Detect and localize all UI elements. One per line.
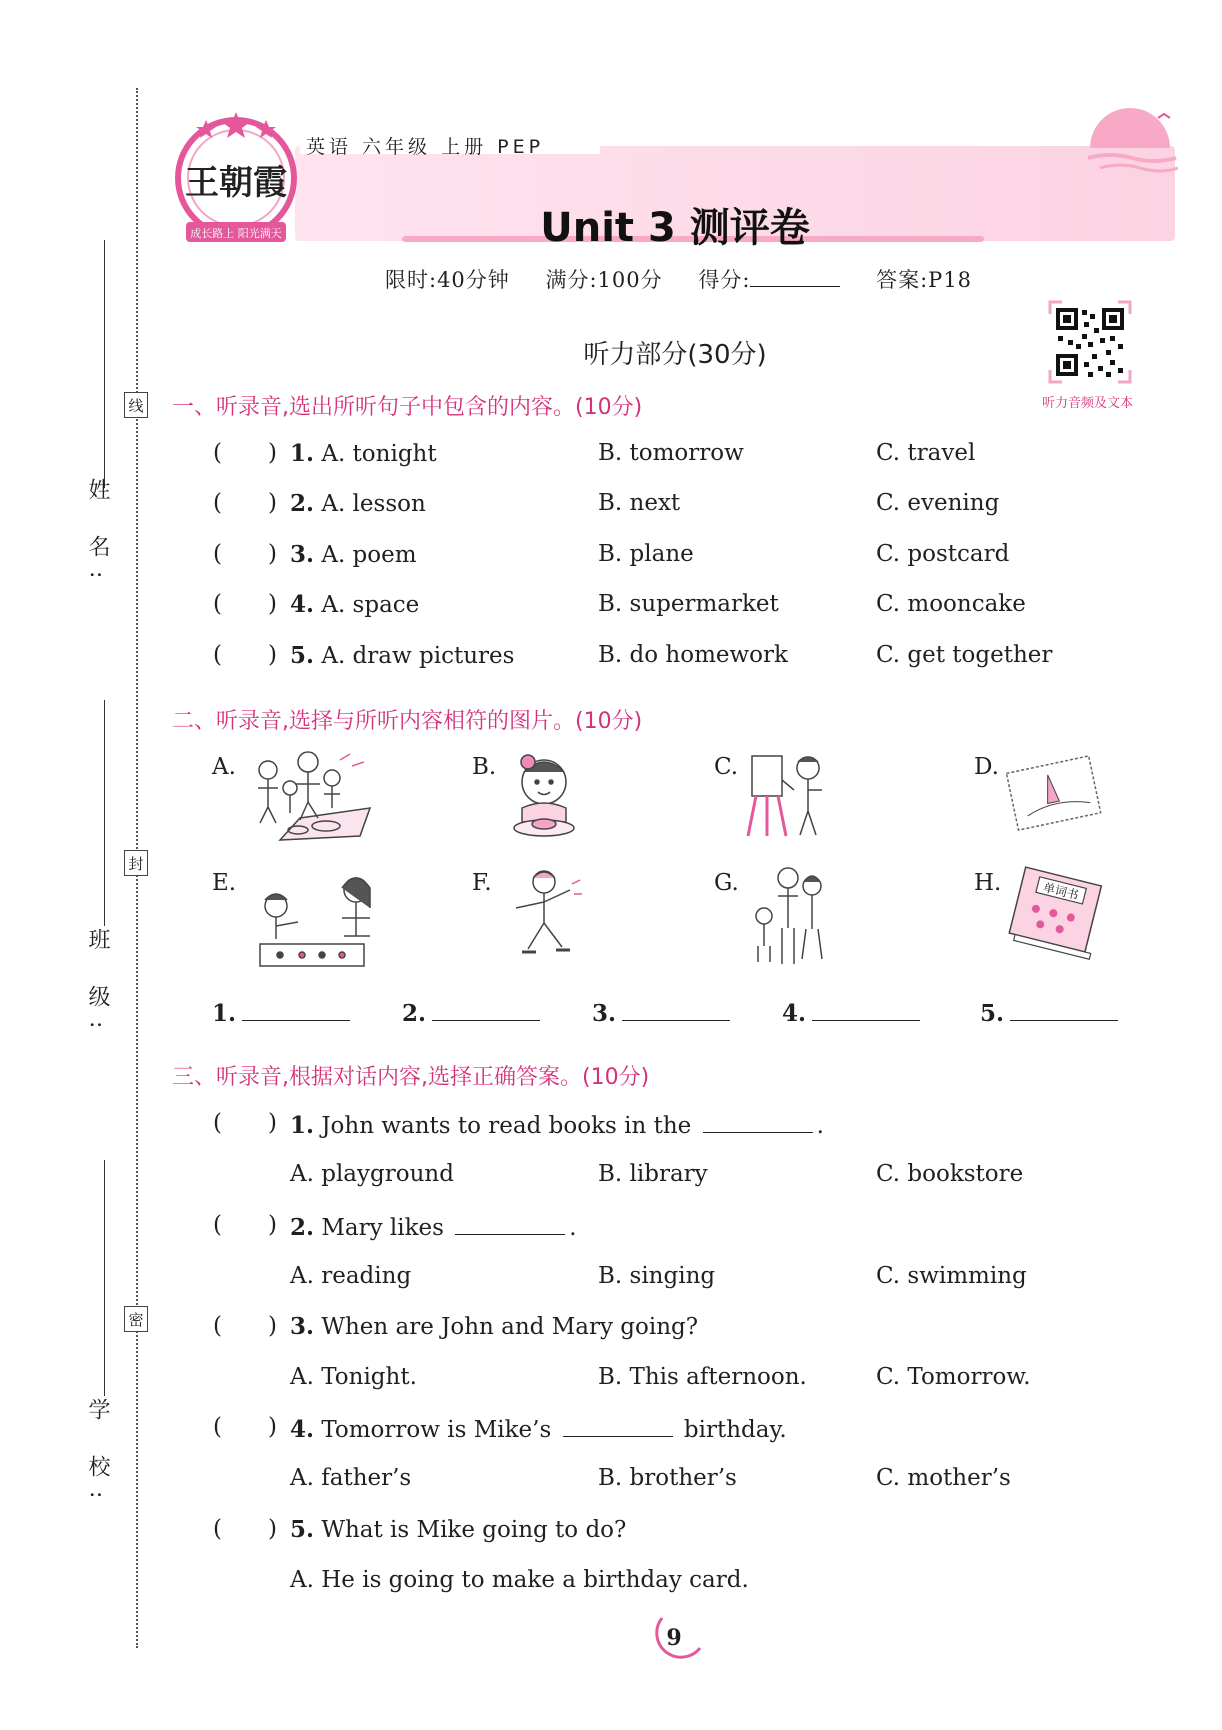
question-number: 2. — [290, 490, 315, 517]
family-picnic-picture — [240, 748, 380, 848]
picture-label-h: H. — [974, 870, 1002, 896]
option-b: B. tomorrow — [598, 440, 744, 466]
seal-box-seal: 封 — [124, 850, 148, 876]
answer-paren[interactable]: ( ) — [213, 1212, 277, 1238]
picture-label-f: F. — [472, 870, 492, 896]
option-a: A. Tonight. — [290, 1364, 417, 1390]
answer-ref: 答案:P18 — [876, 268, 973, 292]
option-b: B. brother’s — [598, 1465, 737, 1491]
option-c: C. travel — [876, 440, 976, 466]
option-a: A. He is going to make a birthday card. — [290, 1567, 749, 1593]
qr-label: 听力音频及文本 — [1042, 396, 1134, 411]
question-stem — [290, 1516, 626, 1543]
score-label: 得分: — [698, 268, 751, 292]
picture-label-c: C. — [714, 754, 739, 780]
option-c: C. get together — [876, 642, 1053, 668]
question-line — [290, 490, 426, 517]
option-b: B. singing — [598, 1263, 716, 1289]
boy-skating-picture — [498, 864, 588, 970]
full-score: 满分:100分 — [545, 268, 663, 292]
postcard-picture — [1004, 754, 1104, 836]
question-text: Mary likes — [321, 1215, 444, 1241]
question-text: Tomorrow is Mike’s — [321, 1417, 552, 1443]
option-c: C. postcard — [876, 541, 1010, 567]
answer-blank-1[interactable] — [212, 998, 350, 1027]
qr-code-icon[interactable] — [1048, 300, 1132, 384]
option-a: A. poem — [321, 542, 417, 568]
option-a: A. draw pictures — [321, 643, 515, 669]
sun-sea-icon — [1080, 108, 1180, 188]
question-number: 3. — [290, 1313, 315, 1340]
question-number: 3. — [290, 541, 315, 568]
question-number: 2. — [290, 1214, 315, 1241]
option-c: C. evening — [876, 490, 1000, 516]
answer-blank-5[interactable] — [980, 998, 1118, 1027]
question-line — [290, 642, 514, 669]
question-line — [290, 541, 417, 568]
answer-line[interactable] — [812, 998, 920, 1021]
answer-paren[interactable]: ( ) — [213, 1414, 277, 1440]
question-number: 5. — [290, 1516, 315, 1543]
exam-meta — [385, 264, 1000, 294]
question-number: 5. — [290, 642, 315, 669]
page-title: Unit 3 测评卷 — [540, 205, 810, 251]
answer-line[interactable] — [432, 998, 540, 1021]
answer-paren[interactable]: ( ) — [213, 490, 277, 516]
fill-blank[interactable] — [563, 1414, 673, 1437]
question-end: . — [569, 1215, 577, 1241]
question-number: 1. — [290, 1112, 315, 1139]
school-blank-line — [104, 1160, 105, 1396]
answer-paren[interactable]: ( ) — [213, 1313, 277, 1339]
option-a: A. tonight — [321, 441, 437, 467]
question-stem — [290, 1110, 824, 1139]
question-end: . — [816, 1113, 824, 1139]
answer-blank-2[interactable] — [402, 998, 540, 1027]
answer-line[interactable] — [1010, 998, 1118, 1021]
answer-paren[interactable]: ( ) — [213, 642, 277, 668]
question-number: 1. — [290, 440, 315, 467]
option-a: A. lesson — [321, 491, 426, 517]
answer-paren[interactable]: ( ) — [213, 541, 277, 567]
logo-text: 王朝霞 — [185, 163, 287, 203]
page-number: 9 — [666, 1625, 682, 1651]
option-b: B. library — [598, 1161, 708, 1187]
section1-title: 一、听录音,选出所听句子中包含的内容。(10分) — [172, 395, 643, 420]
logo-banner: 成长路上 阳光满天 — [190, 227, 282, 240]
score-blank[interactable] — [750, 268, 840, 287]
option-b: B. plane — [598, 541, 694, 567]
series-label: 英语 六年级 上册 PEP — [306, 136, 545, 158]
question-number: 4. — [290, 1416, 315, 1443]
option-c: C. bookstore — [876, 1161, 1024, 1187]
picture-label-d: D. — [974, 754, 999, 780]
question-text: John wants to read books in the — [321, 1113, 692, 1139]
option-b: B. This afternoon. — [598, 1364, 807, 1390]
option-a: A. space — [321, 592, 420, 618]
question-stem — [290, 1212, 577, 1241]
question-number: 4. — [290, 591, 315, 618]
option-c: C. swimming — [876, 1263, 1027, 1289]
seal-box-tight: 密 — [124, 1306, 148, 1332]
option-b: B. do homework — [598, 642, 788, 668]
picture-label-a: A. — [212, 754, 236, 780]
option-a: A. playground — [290, 1161, 454, 1187]
answer-number: 1. — [212, 1000, 237, 1027]
option-b: B. next — [598, 490, 681, 516]
option-c: C. mother’s — [876, 1465, 1011, 1491]
option-c: C. mooncake — [876, 591, 1026, 617]
mother-daughter-game-picture — [252, 866, 392, 974]
question-stem — [290, 1313, 698, 1340]
name-label: 姓 名: — [85, 478, 110, 593]
answer-blank-4[interactable] — [782, 998, 920, 1027]
word-book-picture — [1002, 862, 1112, 960]
picture-label-e: E. — [212, 870, 237, 896]
answer-number: 4. — [782, 1000, 807, 1027]
fill-blank[interactable] — [455, 1212, 565, 1235]
fill-blank[interactable] — [703, 1110, 813, 1133]
option-a: A. reading — [290, 1263, 412, 1289]
girl-eating-mooncake-picture — [500, 748, 590, 848]
answer-line[interactable] — [622, 998, 730, 1021]
section2-title: 二、听录音,选择与所听内容相符的图片。(10分) — [172, 709, 643, 734]
section3-title: 三、听录音,根据对话内容,选择正确答案。(10分) — [172, 1065, 650, 1090]
question-text: When are John and Mary going? — [321, 1314, 699, 1340]
answer-line[interactable] — [242, 998, 350, 1021]
answer-number: 2. — [402, 1000, 427, 1027]
option-c: C. Tomorrow. — [876, 1364, 1031, 1390]
answer-paren[interactable]: ( ) — [213, 1516, 277, 1542]
picture-label-b: B. — [472, 754, 497, 780]
answer-blank-3[interactable] — [592, 998, 730, 1027]
class-blank-line — [104, 700, 105, 926]
answer-number: 3. — [592, 1000, 617, 1027]
question-line — [290, 440, 437, 467]
family-group-picture — [748, 864, 838, 974]
option-b: B. supermarket — [598, 591, 779, 617]
picture-label-g: G. — [714, 870, 739, 896]
answer-number: 5. — [980, 1000, 1005, 1027]
seal-box-line: 线 — [124, 392, 148, 418]
score-field[interactable] — [698, 268, 840, 292]
answer-paren[interactable]: ( ) — [213, 591, 277, 617]
question-text: What is Mike going to do? — [321, 1517, 627, 1543]
question-stem — [290, 1414, 787, 1443]
time-limit: 限时:40分钟 — [385, 268, 510, 292]
option-a: A. father’s — [290, 1465, 412, 1491]
answer-paren[interactable]: ( ) — [213, 1110, 277, 1136]
question-line — [290, 591, 419, 618]
class-label: 班 级: — [85, 928, 110, 1043]
boy-drawing-picture — [742, 748, 842, 848]
answer-paren[interactable]: ( ) — [213, 440, 277, 466]
book-cover-text: 单词书 — [1041, 880, 1081, 903]
part-title: 听力部分(30分) — [583, 340, 767, 370]
question-end: birthday. — [683, 1417, 787, 1443]
school-label: 学 校: — [85, 1398, 110, 1513]
